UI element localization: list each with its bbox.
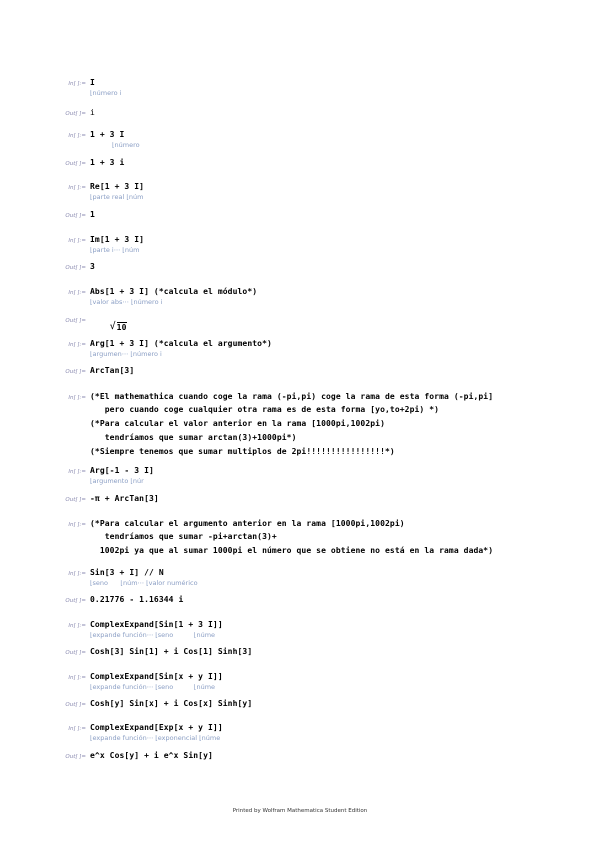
autocomplete-hint: ⌊argumen⋯ ⌊número i — [90, 350, 162, 358]
output-label: Out[ ]= — [65, 702, 86, 708]
print-footer: Printed by Wolfram Mathematica Student Edition — [232, 808, 368, 814]
output-expression: 1 — [90, 210, 95, 219]
input-expression[interactable]: Sin[3 + I] // N — [90, 568, 164, 577]
output-label: Out[ ]= — [65, 161, 86, 167]
sqrt-symbol: √ 10 — [109, 321, 127, 332]
comment-line-2[interactable]: pero cuando coge cualquier otra rama es de esta forma [yo,to+2pi) *) — [90, 405, 440, 414]
autocomplete-hint: ⌊expande función⋯ ⌊seno ⌊núme — [90, 631, 216, 639]
input-expression[interactable]: Im[1 + 3 I] — [90, 235, 145, 244]
autocomplete-hint: ⌊número — [112, 141, 140, 149]
autocomplete-hint: ⌊parte real ⌊núm — [90, 193, 144, 201]
input-label: In[ ]:= — [68, 522, 86, 528]
output-label: Out[ ]= — [65, 650, 86, 656]
input-label: In[ ]:= — [68, 133, 86, 139]
output-label: Out[ ]= — [65, 213, 86, 219]
comment-line-3[interactable]: (*Para calcular el valor anterior en la rama [1000pi,1002pi) — [90, 419, 385, 428]
sqrt-radicand: 10 — [116, 323, 127, 332]
comment-line-1[interactable]: (*El mathemathica cuando coge la rama (-pi,pi) coge la rama de esta forma (-pi,pi] — [90, 392, 494, 401]
output-expression: 3 — [90, 262, 95, 271]
input-expression[interactable]: 1 + 3 I — [90, 130, 125, 139]
input-label: In[ ]:= — [68, 675, 86, 681]
autocomplete-hint: ⌊parte i⋯ ⌊núm — [90, 246, 140, 254]
input-label: In[ ]:= — [68, 238, 86, 244]
comment-line-1[interactable]: (*Para calcular el argumento anterior en la rama [1000pi,1002pi) — [90, 519, 405, 528]
input-expression[interactable]: Arg[1 + 3 I] (*calcula el argumento*) — [90, 339, 272, 348]
autocomplete-hint: ⌊expande función⋯ ⌊seno ⌊núme — [90, 683, 216, 691]
output-expression: 0.21776 - 1.16344 i — [90, 595, 184, 604]
output-label: Out[ ]= — [65, 265, 86, 271]
autocomplete-hint: ⌊seno ⌊núm⋯ ⌊valor numérico — [90, 579, 198, 587]
input-label: In[ ]:= — [68, 623, 86, 629]
output-expression: i — [90, 108, 95, 117]
input-label: In[ ]:= — [68, 81, 86, 87]
input-label: In[ ]:= — [68, 342, 86, 348]
output-expression: e^x Cos[y] + i e^x Sin[y] — [90, 751, 213, 760]
input-expression[interactable]: Abs[1 + 3 I] (*calcula el módulo*) — [90, 287, 258, 296]
output-label: Out[ ]= — [65, 754, 86, 760]
output-expression: -π + ArcTan[3] — [90, 494, 159, 503]
autocomplete-hint: ⌊argumento ⌊núr — [90, 477, 144, 485]
output-expression: Cosh[3] Sin[1] + i Cos[1] Sinh[3] — [90, 647, 253, 656]
input-label: In[ ]:= — [68, 290, 86, 296]
comment-line-2[interactable]: tendríamos que sumar -pi+arctan(3)+ — [90, 532, 277, 541]
output-expression: ArcTan[3] — [90, 366, 135, 375]
output-label: Out[ ]= — [65, 598, 86, 604]
input-expression[interactable]: Re[1 + 3 I] — [90, 182, 145, 191]
output-label: Out[ ]= — [65, 111, 86, 117]
input-expression[interactable]: I — [90, 78, 95, 87]
input-label: In[ ]:= — [68, 571, 86, 577]
input-expression[interactable]: Arg[-1 - 3 I] — [90, 466, 154, 475]
input-expression[interactable]: ComplexExpand[Exp[x + y I]] — [90, 723, 223, 732]
input-label: In[ ]:= — [68, 395, 86, 401]
input-label: In[ ]:= — [68, 726, 86, 732]
autocomplete-hint: ⌊valor abs⋯ ⌊número i — [90, 298, 163, 306]
output-expression: 1 + 3 i — [90, 158, 125, 167]
comment-line-5[interactable]: (*Siempre tenemos que sumar multiplos de 2pi!!!!!!!!!!!!!!!!*) — [90, 447, 395, 456]
input-expression[interactable]: ComplexExpand[Sin[1 + 3 I]] — [90, 620, 223, 629]
output-label: Out[ ]= — [65, 497, 86, 503]
output-label: Out[ ]= — [65, 369, 86, 375]
comment-line-3[interactable]: 1002pi ya que al sumar 1000pi el número que se obtiene no está en la rama dada*) — [90, 546, 494, 555]
input-expression[interactable]: ComplexExpand[Sin[x + y I]] — [90, 672, 223, 681]
comment-line-4[interactable]: tendríamos que sumar arctan(3)+1000pi*) — [90, 433, 297, 442]
output-expression — [90, 314, 127, 341]
autocomplete-hint: ⌊número i — [90, 89, 122, 97]
input-label: In[ ]:= — [68, 185, 86, 191]
autocomplete-hint: ⌊expande función⋯ ⌊exponencial ⌊núme — [90, 734, 221, 742]
input-label: In[ ]:= — [68, 469, 86, 475]
output-expression: Cosh[y] Sin[x] + i Cos[x] Sinh[y] — [90, 699, 253, 708]
output-label: Out[ ]= — [65, 318, 86, 324]
